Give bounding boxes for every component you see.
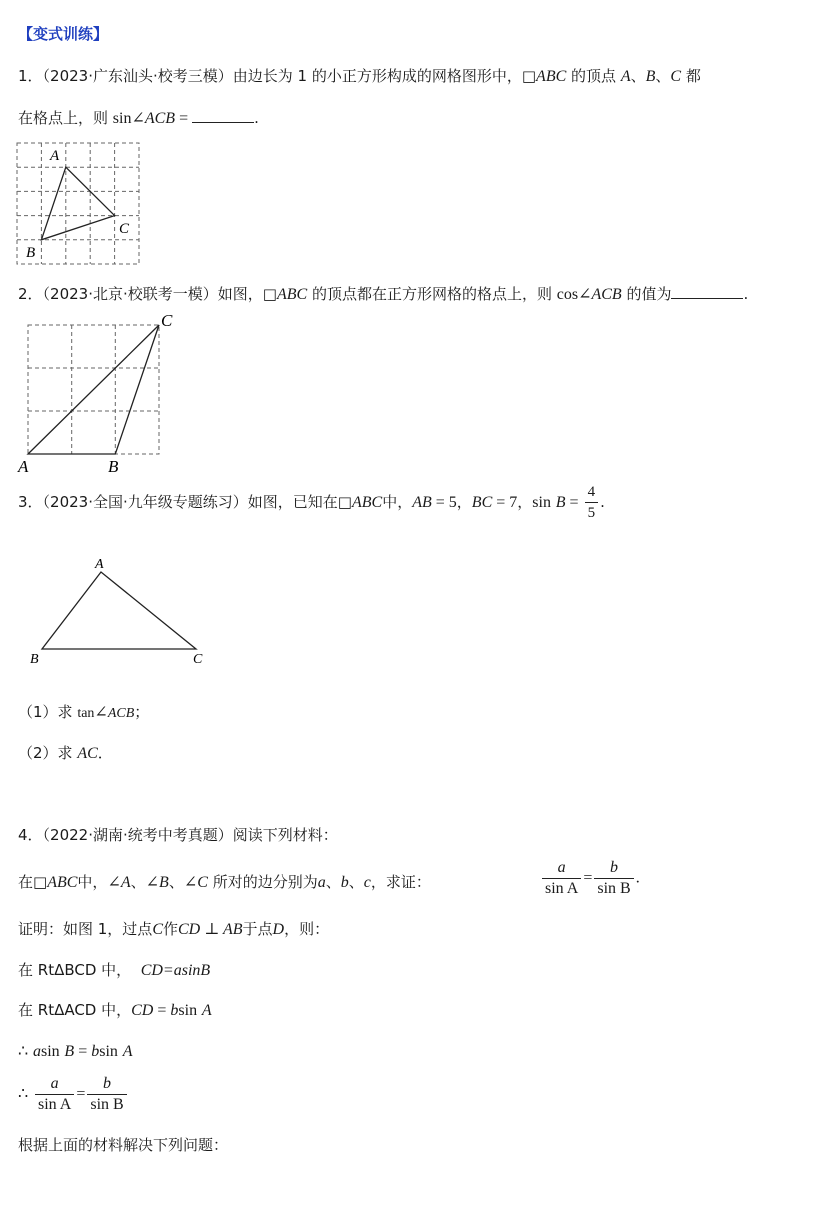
math-var: ACB: [144, 110, 176, 127]
math-value: = 7: [492, 494, 518, 511]
question-text: 如图，: [217, 285, 263, 303]
denominator: sin A: [37, 1096, 72, 1113]
separator: 、: [168, 873, 184, 891]
fraction-a-sin-a: [35, 1074, 74, 1115]
math-abc: ABC: [47, 874, 78, 891]
numerator: b: [87, 1074, 126, 1095]
label-b: B: [108, 457, 119, 476]
math-var: ACB: [591, 286, 622, 303]
math-var: A: [201, 1002, 212, 1019]
math-var: AB: [412, 494, 432, 511]
math-var: c: [363, 874, 371, 891]
math-var: A: [620, 68, 631, 85]
label-a: A: [50, 148, 60, 164]
period: .: [635, 869, 640, 887]
math-var: C: [152, 921, 163, 938]
denominator: sin A: [545, 880, 579, 897]
label-b: B: [26, 245, 36, 261]
fraction-4-5: [585, 482, 599, 523]
question-source: （2023·广东汕头·校考三模）: [42, 67, 233, 85]
denominator: 5: [587, 505, 596, 521]
math-var: B: [555, 494, 566, 511]
math-var: CD: [131, 1002, 154, 1019]
section-heading: 【变式训练】: [18, 25, 109, 43]
question-1-line-1: [18, 66, 701, 87]
angle-symbol: ∠: [578, 286, 592, 303]
math-var: C: [670, 68, 682, 85]
question-text: 如图，已知在: [247, 493, 338, 511]
question-text: 在格点上，则: [18, 109, 113, 127]
math-var: BC: [471, 494, 493, 511]
angle-symbol: ∠: [94, 704, 108, 721]
math-var: b: [170, 1002, 179, 1019]
question-text: 的顶点都在正方形网格的格点上，则: [307, 285, 557, 303]
math-func: sin: [112, 110, 132, 127]
question-text: 由边长为 1 的小正方形构成的网格图形中，: [232, 67, 522, 85]
question-text: 阅读下列材料：: [232, 826, 338, 844]
numerator: a: [542, 858, 581, 879]
proof-text: ，则：: [284, 920, 330, 938]
question-2-line-1: [18, 284, 748, 305]
math-angle: ∠A: [107, 874, 131, 891]
triangle-symbol: □: [521, 67, 537, 85]
separator: ，: [456, 493, 472, 511]
separator: 、: [348, 873, 364, 891]
question-text: 都: [681, 67, 701, 85]
fraction-b-sin-b: [87, 1074, 126, 1115]
math-var: A: [122, 1043, 133, 1060]
label-a: A: [95, 557, 104, 572]
period: .: [600, 493, 605, 511]
label-c: C: [193, 652, 203, 667]
proof-line-1: [18, 919, 329, 940]
numerator: b: [594, 858, 633, 879]
denominator: sin B: [597, 880, 631, 897]
denominator: sin B: [90, 1096, 124, 1113]
question-source: （2023·北京·校联考一模）: [42, 285, 218, 303]
math-func: cos: [556, 286, 579, 303]
label-a: A: [18, 457, 29, 476]
question-4-line-1: [18, 825, 338, 845]
question-text: 中，: [382, 493, 413, 511]
equals: =: [76, 1085, 86, 1103]
proof-text: 于点: [242, 920, 273, 938]
question-4-statement: [18, 872, 431, 893]
angle-symbol: ∠: [131, 110, 145, 127]
question-text: 中，: [77, 873, 108, 891]
math-angle: ∠C: [183, 874, 208, 891]
equals: =: [565, 494, 583, 511]
sub-question-label: （1）求: [18, 703, 78, 721]
question-text: 所对的边分别为: [207, 873, 318, 891]
separator: 、: [325, 873, 341, 891]
separator: 、: [630, 67, 646, 85]
question-3-line-1: [18, 482, 605, 523]
separator: ；: [134, 703, 150, 721]
proof-line-3: [18, 1000, 212, 1021]
period: .: [254, 109, 259, 127]
question-3-triangle-figure: [26, 552, 216, 667]
math-angle: ∠B: [145, 874, 169, 891]
math-func: sin: [532, 494, 551, 511]
therefore-symbol: ∴: [18, 1085, 29, 1103]
separator: ，: [517, 493, 533, 511]
question-3-sub-1: [18, 702, 149, 724]
proof-text: 证明：如图 1，过点: [18, 920, 153, 938]
numerator: a: [35, 1074, 74, 1095]
math-var: AC: [77, 745, 98, 762]
equals: =: [153, 1002, 171, 1019]
math-var: a: [317, 874, 326, 891]
math-func: sin: [99, 1043, 118, 1060]
question-number: 1．: [18, 67, 43, 85]
separator: 、: [655, 67, 671, 85]
question-3-sub-2: [18, 743, 113, 764]
proof-line-4: [18, 1041, 132, 1062]
question-text: 的顶点: [566, 67, 621, 85]
math-var: D: [272, 921, 285, 938]
question-number: 4．: [18, 826, 43, 844]
grid: [17, 143, 139, 264]
math-var: B: [645, 68, 656, 85]
question-source: （2023·全国·九年级专题练习）: [42, 493, 248, 511]
triangle-abc: [28, 325, 159, 454]
triangle-abc: [42, 572, 196, 649]
fraction-a-sin-a: [542, 858, 581, 899]
equals: =: [583, 869, 593, 887]
triangle-abc: [41, 167, 114, 240]
triangle-symbol: □: [33, 873, 48, 891]
answer-blank[interactable]: [192, 108, 254, 123]
fraction-b-sin-b: [594, 858, 633, 899]
math-abc: ABC: [276, 286, 308, 303]
sub-question-label: （2）求: [18, 744, 78, 762]
therefore-symbol: ∴: [18, 1043, 29, 1060]
math-var: a: [32, 1043, 41, 1060]
period: ．: [97, 744, 113, 762]
numerator: 4: [585, 482, 599, 503]
law-of-sines-fraction: [540, 858, 640, 899]
question-number: 3．: [18, 493, 43, 511]
question-text: ，求证：: [370, 873, 431, 891]
question-1-grid-figure: [16, 142, 142, 267]
proof-text: 在 RtΔACD 中，: [18, 1001, 132, 1019]
label-c: C: [161, 311, 173, 330]
period: .: [743, 285, 749, 303]
equals: =: [175, 110, 193, 127]
proof-text: 在 RtΔBCD 中，: [18, 961, 132, 979]
math-func: sin: [178, 1002, 198, 1019]
math-var: B: [64, 1043, 75, 1060]
math-var: b: [91, 1043, 100, 1060]
answer-blank[interactable]: [671, 284, 743, 299]
math-var: ACB: [107, 706, 135, 721]
proof-line-5: [18, 1074, 129, 1115]
math-func: tan: [77, 706, 95, 721]
triangle-symbol: □: [262, 285, 277, 303]
question-source: （2022·湖南·统考中考真题）: [42, 826, 233, 844]
math-value: = 5: [431, 494, 457, 511]
label-c: C: [119, 221, 130, 237]
proof-conclusion: 根据上面的材料解决下列问题：: [18, 1136, 229, 1154]
question-number: 2．: [18, 285, 43, 303]
proof-line-2: [18, 960, 210, 981]
math-abc: ABC: [536, 68, 567, 85]
triangle-symbol: □: [337, 493, 352, 511]
math-expr: CD=asinB: [140, 962, 211, 979]
question-text: 在: [18, 873, 34, 891]
label-b: B: [30, 652, 39, 667]
equals: =: [74, 1043, 92, 1060]
math-abc: ABC: [351, 494, 383, 511]
question-text: 的值为: [621, 285, 672, 303]
proof-text: 作: [162, 920, 178, 938]
question-2-grid-figure: [16, 310, 186, 478]
math-func: sin: [40, 1043, 60, 1060]
separator: 、: [130, 873, 146, 891]
math-var: b: [340, 874, 349, 891]
question-1-line-2: [18, 108, 259, 129]
math-expr: CD ⊥ AB: [178, 921, 243, 938]
